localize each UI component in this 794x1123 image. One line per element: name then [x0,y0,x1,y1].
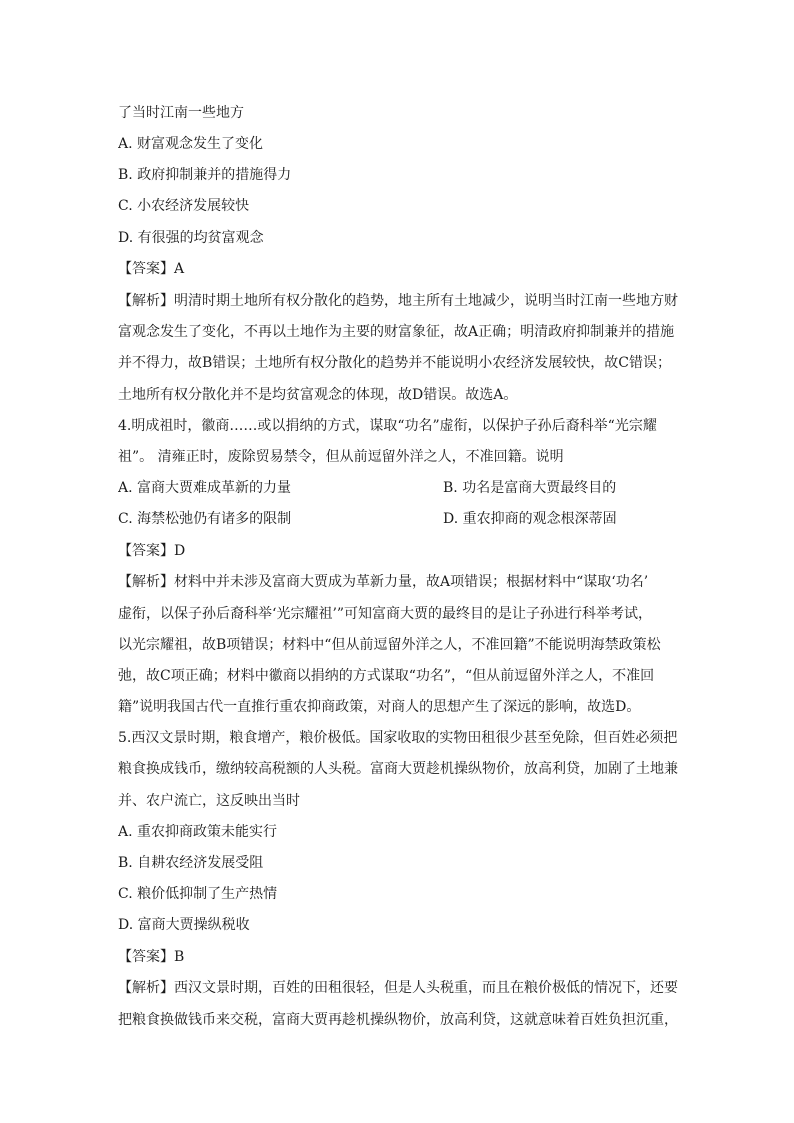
q3-option-b: B. 政府抑制兼并的措施得力 [118,167,292,183]
q4-option-d: D. 重农抑商的观念根深蒂固 [443,511,617,527]
q3-stem-tail: 了当时江南一些地方 [118,105,244,121]
q5-answer: 【答案】B [118,949,185,965]
q5-analysis-line: 把粮食换做钱币来交税，富商大贾再趁机操纵物价，放高利贷，这就意味着百姓负担沉重， [118,1012,678,1028]
q3-option-c: C. 小农经济发展较快 [118,198,250,214]
q3-option-a: A. 财富观念发生了变化 [118,136,264,152]
q5-stem-line: 并、农户流亡，这反映出当时 [118,793,300,809]
q4-stem-line: 祖”。 清雍正时，废除贸易禁令，但从前逗留外洋之人，不准回籍。说明 [118,449,564,465]
q5-option-d: D. 富商大贾操纵税收 [118,917,250,933]
q3-option-d: D. 有很强的均贫富观念 [118,230,264,246]
q5-stem-line: 粮食换成钱币，缴纳较高税额的人头税。富商大贾趁机操纵物价，放高利贷，加剧了土地兼 [118,761,678,777]
q3-analysis-line: 【解析】明清时期土地所有权分散化的趋势，地主所有土地减少，说明当时江南一些地方财 [118,293,678,309]
q4-analysis-line: 虚衔，以保子孙后裔科举‘光宗耀祖’”可知富商大贾的最终目的是让子孙进行科举考试， [118,606,653,622]
q4-option-b: B. 功名是富商大贾最终目的 [443,480,617,496]
q5-option-a: A. 重农抑商政策未能实行 [118,824,278,840]
q5-option-b: B. 自耕农经济发展受阻 [118,855,264,871]
q3-analysis-line: 并不得力，故B错误；土地所有权分散化的趋势并不能说明小农经济发展较快，故C错误； [118,355,671,371]
q5-stem-line: 5.西汉文景时期，粮食增产，粮价极低。国家收取的实物田租很少甚至免除，但百姓必须把 [118,730,678,746]
q4-stem-line: 4.明成祖时，徽商……或以捐纳的方式，谋取“功名”虚衔，以保护子孙后裔科举“光宗耀 [118,418,657,434]
q4-option-a: A. 富商大贾难成革新的力量 [118,480,292,496]
q4-analysis-line: 籍”说明我国古代一直推行重农抑商政策，对商人的思想产生了深远的影响，故选D。 [118,699,641,715]
q4-answer: 【答案】D [118,543,186,559]
q5-option-c: C. 粮价低抑制了生产热情 [118,886,278,902]
q4-analysis-line: 弛，故C项正确；材料中徽商以捐纳的方式谋取“功名”，“但从前逗留外洋之人，不准回 [118,668,655,684]
q4-option-c: C. 海禁松弛仍有诸多的限制 [118,511,292,527]
q4-analysis-line: 以光宗耀祖，故B项错误；材料中“但从前逗留外洋之人，不准回籍”不能说明海禁政策松 [118,637,661,653]
q3-analysis-line: 土地所有权分散化并不是均贫富观念的体现，故D错误。故选A。 [118,387,518,403]
q3-answer: 【答案】A [118,261,185,277]
q3-analysis-line: 富观念发生了变化，不再以土地作为主要的财富象征，故A正确；明清政府抑制兼并的措施 [118,324,675,340]
q5-analysis-line: 【解析】西汉文景时期，百姓的田租很轻，但是人头税重，而且在粮价极低的情况下，还要 [118,980,678,996]
q4-analysis-line: 【解析】材料中并未涉及富商大贾成为革新力量，故A项错误；根据材料中“谋取‘功名’ [118,574,649,590]
